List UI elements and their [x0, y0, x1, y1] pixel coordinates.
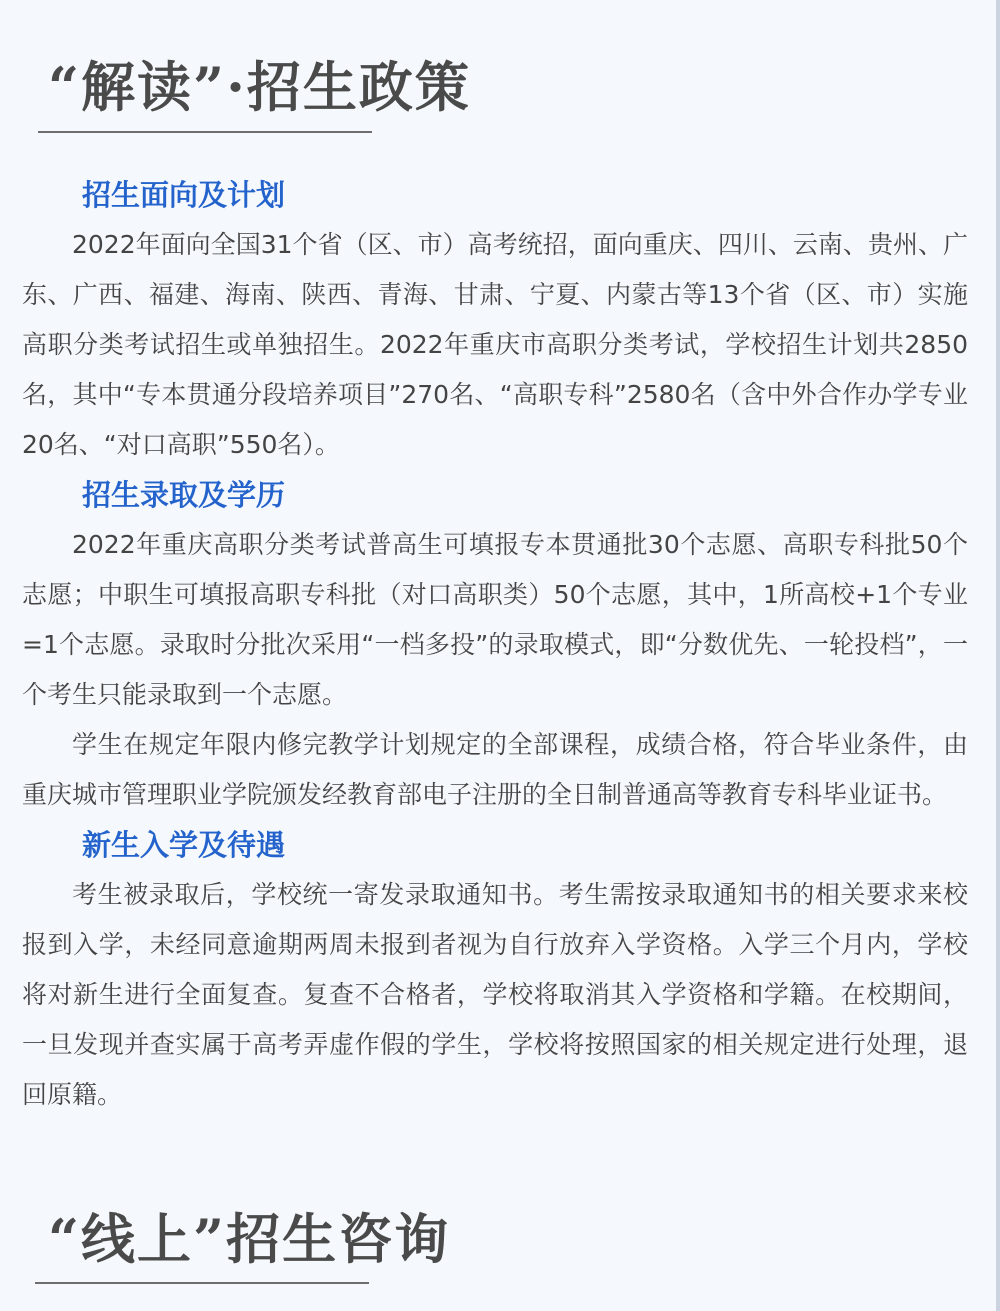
paragraph-new-student-enrollment: 考生被录取后，学校统一寄发录取通知书。考生需按录取通知书的相关要求来校报到入学，未经同意逾期两周未报到者视为自行放弃入学资格。入学三个月内，学校将对新生进行全面复查。复查不合格者，学校将取消其入学资格和学籍。在校期间，一旦发现并查实属于高考弄虚作假的学生，学校将按照国家的相关规定进行处理，退回原籍。: [22, 880, 968, 1109]
section-enrollment-plan: [22, 170, 968, 470]
heading-policy: “解读”·招生政策: [48, 55, 471, 119]
page-right-border: [996, 0, 1000, 1311]
section-title-enrollment-plan: 招生面向及计划: [82, 178, 286, 212]
paragraph-graduation-certificate: 学生在规定年限内修完教学计划规定的全部课程，成绩合格，符合毕业条件，由重庆城市管理职业学院颁发经教育部电子注册的全日制普通高等教育专科毕业证书。: [22, 730, 968, 809]
section-title-admission-degree: 招生录取及学历: [82, 478, 286, 512]
paragraph-admission-rules: 2022年重庆高职分类考试普高生可填报专本贯通批30个志愿、高职专科批50个志愿；中职生可填报高职专科批（对口高职类）50个志愿，其中，1所高校+1个专业=1个志愿。录取时分批次采用“一档多投”的录取模式，即“分数优先、一轮投档”，一个考生只能录取到一个志愿。: [22, 530, 968, 709]
heading-online-consult: “线上”招生咨询: [48, 1207, 451, 1271]
section-title-new-student-enrollment: 新生入学及待遇: [82, 828, 286, 862]
policy-content: [22, 170, 968, 1120]
section-new-student-enrollment: [22, 820, 968, 1120]
paragraph-enrollment-plan: 2022年面向全国31个省（区、市）高考统招，面向重庆、四川、云南、贵州、广东、广西、福建、海南、陕西、青海、甘肃、宁夏、内蒙古等13个省（区、市）实施高职分类考试招生或单独招生。2022年重庆市高职分类考试，学校招生计划共2850名，其中“专本贯通分段培养项目”270名、“高职专科”2580名（含中外合作办学专业20名、“对口高职”550名）。: [22, 230, 968, 459]
heading-online-consult-underline: [35, 1282, 369, 1284]
heading-policy-underline: [38, 131, 372, 133]
section-admission-degree: [22, 470, 968, 820]
